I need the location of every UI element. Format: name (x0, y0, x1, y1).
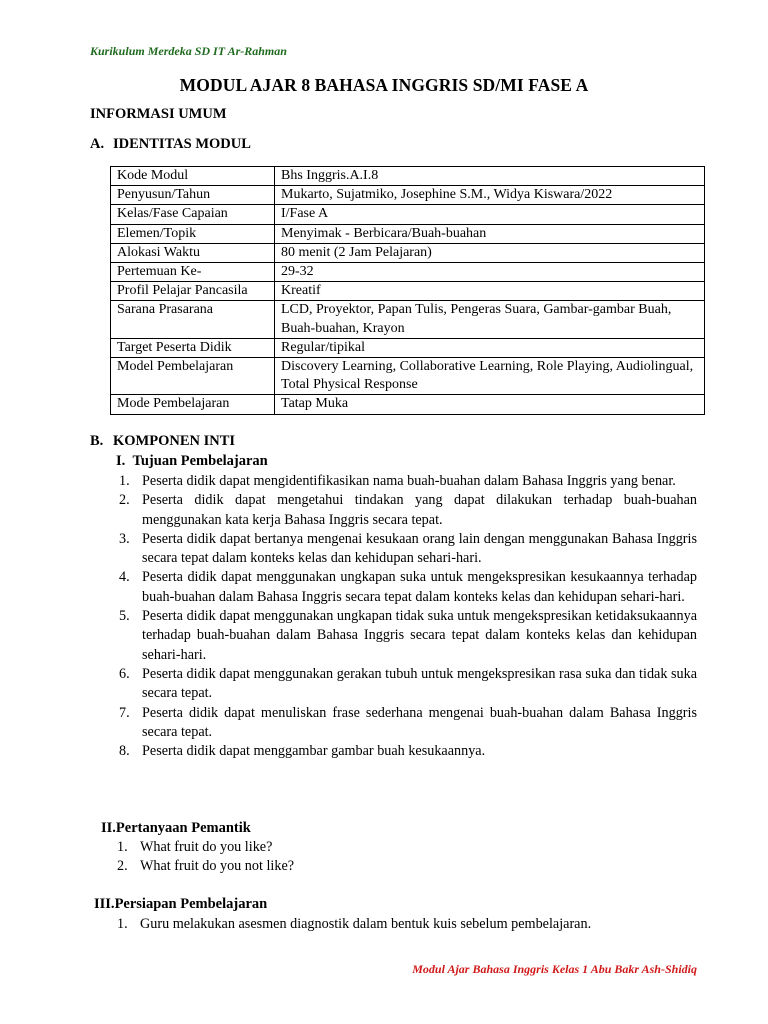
identitas-value: LCD, Proyektor, Papan Tulis, Pengeras Suara, Gambar-gambar Buah, Buah-buahan, Krayon (275, 301, 705, 338)
section-b-heading (90, 433, 235, 450)
list-item-text: Peserta didik dapat menuliskan frase sederhana mengenai buah-buahan dalam Bahasa Inggris secara tepat. (142, 704, 697, 740)
identitas-row (111, 167, 705, 186)
identitas-key: Target Peserta Didik (111, 338, 275, 357)
pertanyaan-label: Pertanyaan Pemantik (115, 820, 251, 836)
identitas-modul-table (110, 166, 705, 415)
section-a-label: IDENTITAS MODUL (113, 136, 251, 152)
identitas-row (111, 301, 705, 338)
tujuan-number: I. (116, 453, 126, 469)
identitas-row (111, 263, 705, 282)
list-item-text: What fruit do you like? (140, 839, 273, 855)
list-item-number: 7. (119, 704, 130, 721)
identitas-row (111, 282, 705, 301)
list-item (119, 704, 697, 743)
list-item (119, 491, 697, 530)
section-b-number: B. (90, 433, 104, 449)
identitas-value: I/Fase A (275, 205, 705, 224)
list-item-number: 8. (119, 743, 130, 760)
tujuan-heading (116, 453, 268, 470)
identitas-key: Penyusun/Tahun (111, 186, 275, 205)
list-item-text: What fruit do you not like? (140, 858, 295, 875)
identitas-row (111, 358, 705, 395)
list-item-text: Peserta didik dapat menggunakan ungkapan suka untuk mengekspresikan kesukaannya terhadap buah-buahan dalam Bahasa Inggris secara tepat dalam konteks kelas dan kehidupan sehari-hari. (142, 569, 697, 605)
identitas-value: Discovery Learning, Collaborative Learning, Role Playing, Audiolingual, Total Physical Response (275, 358, 705, 395)
list-item-text: Peserta didik dapat bertanya mengenai kesukaan orang lain dengan menggunakan Bahasa Inggris secara tepat dalam konteks kelas dan kehidupan sehari-hari. (142, 530, 697, 567)
list-item-number: 1. (117, 839, 128, 855)
identitas-row (111, 395, 705, 414)
list-item-text: Peserta didik dapat mengetahui tindakan yang dapat dilakukan terhadap buah-buahan menggunakan kata kerja Bahasa Inggris secara tepat. (142, 492, 697, 528)
identitas-row (111, 243, 705, 262)
identitas-key: Elemen/Topik (111, 224, 275, 243)
identitas-key: Sarana Prasarana (111, 301, 275, 338)
section-b-label: KOMPONEN INTI (113, 433, 236, 449)
identitas-key: Profil Pelajar Pancasila (111, 282, 275, 301)
section-a-heading (90, 136, 251, 153)
list-item (117, 838, 697, 857)
list-item-number: 1. (117, 916, 128, 932)
identitas-key: Kode Modul (111, 167, 275, 186)
list-item-number: 5. (119, 608, 130, 625)
tujuan-label: Tujuan Pembelajaran (132, 453, 268, 469)
identitas-key: Pertemuan Ke- (111, 263, 275, 282)
footer-module-note: Modul Ajar Bahasa Inggris Kelas 1 Abu Bakr Ash-Shidiq (412, 962, 697, 976)
list-item-text: Peserta didik dapat mengidentifikasikan nama buah-buahan dalam Bahasa Inggris yang benar. (142, 473, 676, 489)
persiapan-heading (94, 896, 267, 913)
identitas-value: 29-32 (275, 263, 705, 282)
identitas-row (111, 186, 705, 205)
list-item-number: 4. (119, 569, 130, 586)
identitas-value: Mukarto, Sujatmiko, Josephine S.M., Widya Kiswara/2022 (275, 186, 705, 205)
document-title: MODUL AJAR 8 BAHASA INGGRIS SD/MI FASE A (179, 75, 589, 95)
identitas-value: 80 menit (2 Jam Pelajaran) (275, 243, 705, 262)
identitas-value: Bhs Inggris.A.I.8 (275, 167, 705, 186)
list-item (117, 857, 697, 876)
identitas-key: Model Pembelajaran (111, 358, 275, 395)
list-item (119, 665, 697, 704)
persiapan-label: Persiapan Pembelajaran (114, 896, 268, 912)
list-item (119, 607, 697, 665)
list-item (119, 530, 697, 569)
list-item (119, 472, 697, 491)
identitas-value: Regular/tipikal (275, 338, 705, 357)
identitas-value: Kreatif (275, 282, 705, 301)
list-item (119, 568, 697, 607)
header-curriculum-note: Kurikulum Merdeka SD IT Ar-Rahman (90, 44, 287, 58)
list-item-number: 6. (119, 665, 130, 682)
identitas-row (111, 224, 705, 243)
pertanyaan-number: II. (101, 820, 116, 836)
tujuan-list (119, 472, 697, 761)
list-item-text: Peserta didik dapat menggunakan gerakan tubuh untuk mengekspresikan rasa suka dan tidak suka secara tepat. (142, 665, 697, 702)
list-item-text: Guru melakukan asesmen diagnostik dalam bentuk kuis sebelum pembelajaran. (140, 916, 592, 932)
list-item-number: 2. (119, 492, 130, 509)
identitas-row (111, 205, 705, 224)
identitas-key: Kelas/Fase Capaian (111, 205, 275, 224)
list-item-text: Peserta didik dapat menggunakan ungkapan tidak suka untuk mengekspresikan ketidaksukaannya terhadap buah-buahan dalam Bahasa Inggris secara tepat dalam konteks kelas dan kehidupan sehari-hari. (142, 608, 697, 663)
section-a-number: A. (90, 136, 105, 152)
identitas-value: Tatap Muka (275, 395, 705, 414)
list-item (119, 742, 697, 761)
persiapan-list (117, 915, 697, 934)
identitas-value: Menyimak - Berbicara/Buah-buahan (275, 224, 705, 243)
identitas-key: Mode Pembelajaran (111, 395, 275, 414)
pertanyaan-heading (101, 820, 251, 837)
identitas-key: Alokasi Waktu (111, 243, 275, 262)
list-item-number: 3. (119, 530, 130, 547)
list-item-text: Peserta didik dapat menggambar gambar buah kesukaannya. (142, 743, 486, 760)
identitas-row (111, 338, 705, 357)
pertanyaan-list (117, 838, 697, 877)
list-item-number: 2. (117, 858, 128, 875)
list-item-number: 1. (119, 473, 130, 489)
list-item (117, 915, 697, 934)
informasi-umum-heading: INFORMASI UMUM (90, 106, 227, 122)
persiapan-number: III. (94, 896, 115, 912)
